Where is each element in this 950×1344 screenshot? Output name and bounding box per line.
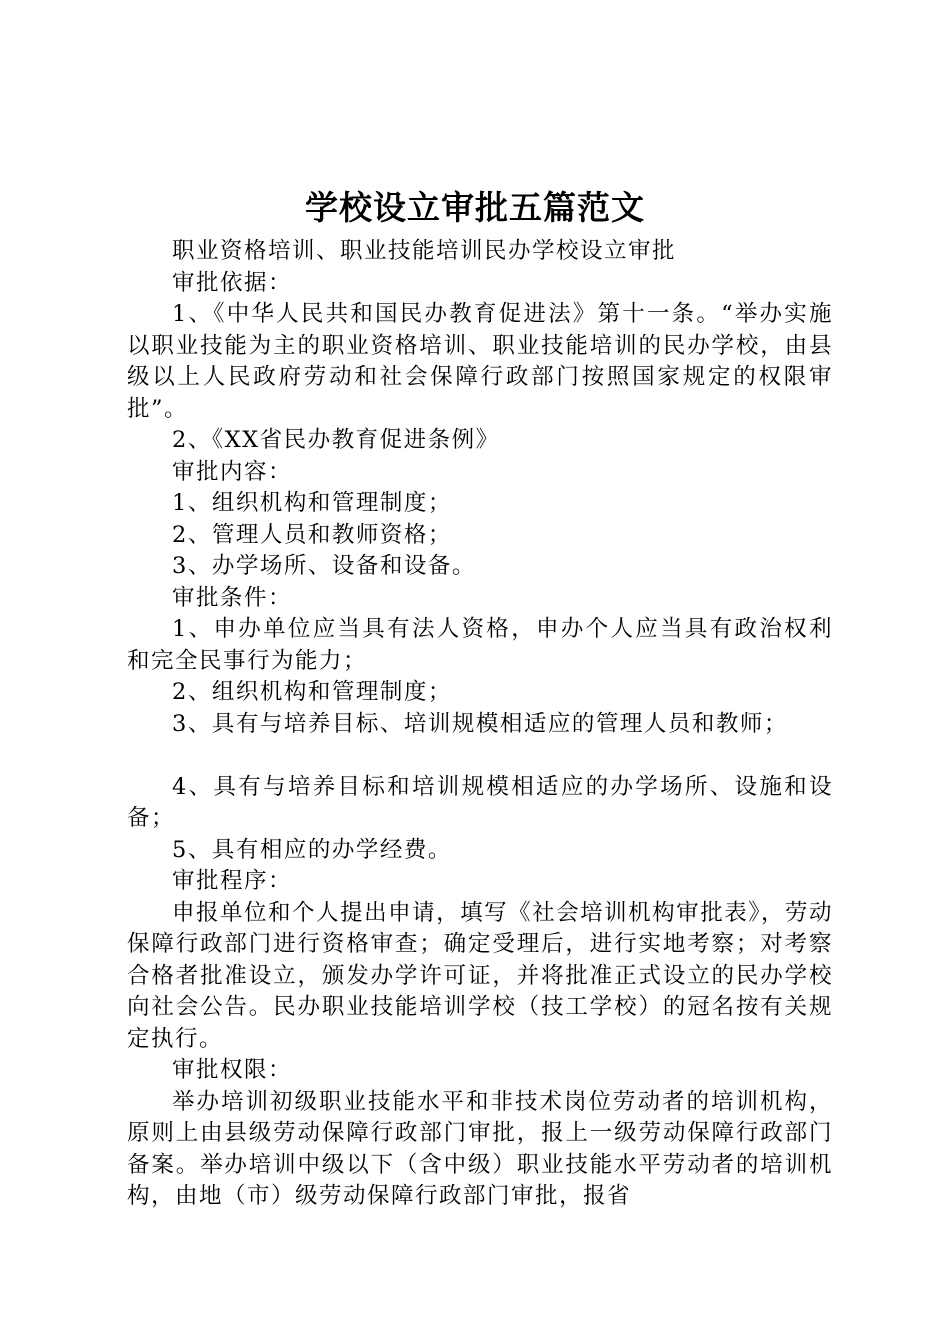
paragraph-authority: 举办培训初级职业技能水平和非技术岗位劳动者的培训机构，原则上由县级劳动保障行政部门审批，报上一级劳动保障行政部门备案。举办培训中级以下（含中级）职业技能水平劳动者的培训机构，由地（市）级劳动保障行政部门审批，报省 [127, 1088, 833, 1209]
section-heading-authority: 审批权限： [172, 1057, 293, 1083]
paragraph-condition-4: 4、具有与培养目标和培训规模相适应的办学场所、设施和设备； [127, 773, 833, 831]
document-title: 学校设立审批五篇范文 [305, 188, 645, 227]
section-heading-basis: 审批依据： [172, 269, 293, 296]
section-heading-procedure: 审批程序： [172, 868, 293, 894]
paragraph-content-1: 1、组织机构和管理制度； [172, 490, 452, 516]
section-heading-content: 审批内容： [172, 458, 293, 485]
paragraph-condition-1: 1、申办单位应当具有法人资格，申办个人应当具有政治权利和完全民事行为能力； [127, 616, 833, 674]
paragraph-condition-5: 5、具有相应的办学经费。 [172, 836, 452, 863]
blank-line [127, 740, 833, 772]
paragraph-content-2: 2、管理人员和教师资格； [172, 521, 452, 548]
paragraph-basis-1: 1、《中华人民共和国民办教育促进法》第十一条。“举办实施以职业技能为主的职业资格培训、职业技能培训的民办学校，由县级以上人民政府劳动和社会保障行政部门按照国家规定的权限审批”。 [127, 301, 833, 422]
paragraph-condition-2: 2、组织机构和管理制度； [172, 679, 452, 705]
paragraph-procedure: 申报单位和个人提出申请，填写《社会培训机构审批表》，劳动保障行政部门进行资格审查；确定受理后，进行实地考察；对考察合格者批准设立，颁发办学许可证，并将批准正式设立的民办学校向社会公告。民办职业技能培训学校（技工学校）的冠名按有关规定执行。 [127, 899, 833, 1052]
section-heading-conditions: 审批条件： [172, 584, 293, 611]
paragraph-subject: 职业资格培训、职业技能培训民办学校设立审批 [172, 238, 677, 264]
paragraph-basis-2: 2、《XX省民办教育促进条例》 [172, 427, 500, 453]
document-body [127, 236, 833, 1213]
paragraph-condition-3: 3、具有与培养目标、培训规模相适应的管理人员和教师； [172, 710, 788, 737]
paragraph-content-3: 3、办学场所、设备和设备。 [172, 553, 476, 579]
